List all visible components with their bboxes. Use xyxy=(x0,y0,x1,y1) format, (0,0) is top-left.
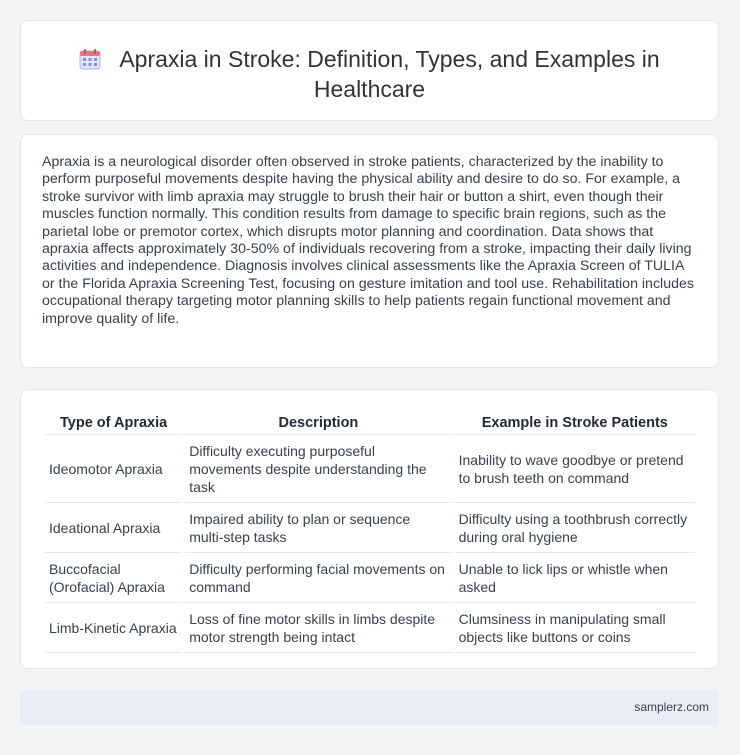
intro-paragraph: Apraxia is a neurological disorder often observed in stroke patients, characterized by the inability to perform purposeful movements despite having the physical ability and desire to do so. For example, a stroke survivor with limb apraxia may struggle to brush their hair or button a shirt, even though their muscles function normally. This condition results from damage to specific brain regions, such as the parietal lobe or premotor cortex, which disrupts motor planning and coordination. Data shows that apraxia affects approximately 30-50% of individuals recovering from a stroke, impacting their daily living activities and independence. Diagnosis involves clinical assessments like the Apraxia Screen of TULIA or the Florida Apraxia Screening Test, focusing on gesture imitation and tool use. Rehabilitation includes occupational therapy targeting motor planning skills to help patients regain functional movement and improve quality of life. xyxy=(42,154,694,327)
footer xyxy=(20,690,719,725)
cell-example: Difficulty using a toothbrush correctly during oral hygiene xyxy=(455,503,695,553)
page-title xyxy=(21,44,718,104)
calendar-icon xyxy=(79,48,101,70)
footer-site-link[interactable]: samplerz.com xyxy=(634,700,709,714)
apraxia-table xyxy=(42,412,698,653)
cell-type: Ideational Apraxia xyxy=(45,503,182,553)
cell-example: Unable to lick lips or whistle when asked xyxy=(455,553,695,603)
table-row xyxy=(45,603,695,653)
title-card xyxy=(20,20,719,121)
table-row xyxy=(45,503,695,553)
cell-description: Difficulty performing facial movements on command xyxy=(185,553,451,603)
cell-description: Impaired ability to plan or sequence multi-step tasks xyxy=(185,503,451,553)
page-title-text: Apraxia in Stroke: Definition, Types, and Examples in Healthcare xyxy=(119,46,660,102)
cell-description: Loss of fine motor skills in limbs despite motor strength being intact xyxy=(185,603,451,653)
table-header-row xyxy=(45,412,695,435)
column-header-description: Description xyxy=(185,412,451,435)
cell-type: Limb-Kinetic Apraxia xyxy=(45,603,182,653)
column-header-example: Example in Stroke Patients xyxy=(455,412,695,435)
table-row xyxy=(45,553,695,603)
cell-type: Ideomotor Apraxia xyxy=(45,435,182,503)
table-card xyxy=(20,389,719,669)
intro-card xyxy=(20,134,719,368)
table-row xyxy=(45,435,695,503)
column-header-type: Type of Apraxia xyxy=(45,412,182,435)
cell-type: Buccofacial (Orofacial) Apraxia xyxy=(45,553,182,603)
cell-example: Inability to wave goodbye or pretend to brush teeth on command xyxy=(455,435,695,503)
cell-description: Difficulty executing purposeful movements despite understanding the task xyxy=(185,435,451,503)
cell-example: Clumsiness in manipulating small objects like buttons or coins xyxy=(455,603,695,653)
